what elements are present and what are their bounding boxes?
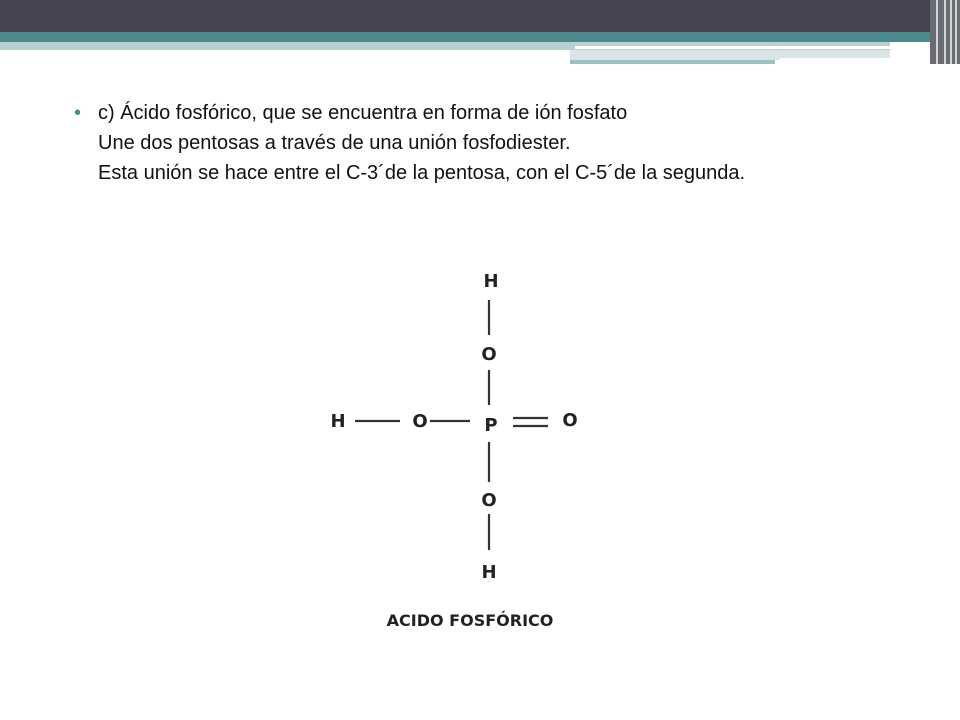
atom-h-left: H — [330, 411, 346, 432]
atom-h-top: H — [483, 271, 499, 292]
header-accent-short — [570, 60, 775, 64]
atom-o-left: O — [412, 411, 428, 432]
body-line-2: Une dos pentosas a través de una unión fosfodiester. — [98, 132, 571, 154]
edge-line — [936, 0, 938, 64]
header-accent-white-2 — [780, 58, 890, 60]
edge-line — [944, 0, 946, 64]
bullet-text: c) Ácido fosfórico, que se encuentra en forma de ión fosfato — [98, 102, 628, 124]
body-line-3: Esta unión se hace entre el C-3´de la pentosa, con el C-5´de la segunda. — [98, 162, 746, 184]
bullet-item — [74, 98, 934, 128]
atom-o-right: O — [562, 410, 578, 431]
atom-o-top: O — [481, 344, 497, 365]
header-accent-white — [575, 46, 890, 49]
phosphoric-acid-diagram — [320, 260, 620, 640]
diagram-caption: ACIDO FOSFÓRICO — [386, 611, 554, 630]
atom-p-center: P — [484, 415, 498, 436]
header-accent-bar — [0, 32, 960, 42]
atom-o-bottom: O — [481, 490, 497, 511]
edge-line — [955, 0, 957, 64]
atom-h-bottom: H — [481, 562, 497, 583]
slide-body — [74, 98, 934, 188]
edge-line — [950, 0, 952, 64]
bullet-icon: • — [74, 102, 82, 124]
header-edge-decoration — [930, 0, 960, 64]
header-bar — [0, 0, 960, 32]
structural-formula — [320, 260, 620, 640]
